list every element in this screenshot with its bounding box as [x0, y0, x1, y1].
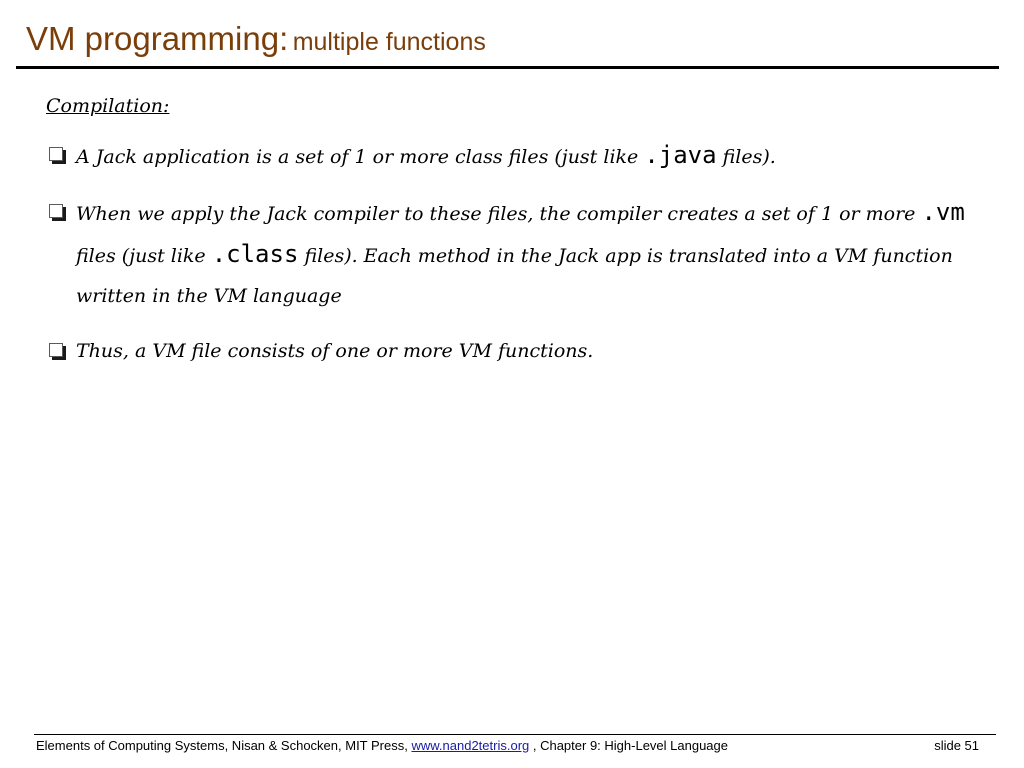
- footer-divider: [34, 734, 996, 735]
- title-main: VM programming:: [26, 20, 289, 57]
- bullet-text: A Jack application is a set of 1 or more class files (just like: [76, 146, 645, 168]
- title-divider: [16, 66, 999, 69]
- slide-content: [46, 92, 996, 386]
- code-vm: .vm: [921, 198, 965, 226]
- bullet-text: files).: [716, 146, 776, 168]
- slide-number: slide 51: [934, 738, 979, 753]
- code-class: .class: [211, 240, 299, 268]
- footer-text: , Chapter 9: High-Level Language: [529, 738, 728, 753]
- section-heading: Compilation:: [46, 95, 170, 117]
- slide-title: [26, 20, 486, 58]
- title-subtitle: multiple functions: [292, 28, 486, 56]
- bullet-item: [46, 331, 996, 371]
- bullet-item: [46, 192, 996, 316]
- bullet-text: files). Each method in the Jack app is translated into a VM function written in the VM language: [76, 245, 953, 307]
- bullet-text: files (just like: [76, 245, 212, 267]
- square-bullet-icon: [49, 204, 63, 218]
- bullet-text: Thus, a VM file consists of one or more VM functions.: [76, 340, 594, 362]
- square-bullet-icon: [49, 343, 63, 357]
- square-bullet-icon: [49, 147, 63, 161]
- footer-link[interactable]: www.nand2tetris.org: [411, 738, 530, 753]
- footer-text: Elements of Computing Systems, Nisan & Schocken, MIT Press,: [36, 738, 412, 753]
- bullet-item: [46, 135, 996, 177]
- code-java: .java: [644, 141, 717, 169]
- footer-citation: [36, 738, 728, 753]
- bullet-text: When we apply the Jack compiler to these files, the compiler creates a set of 1 or more: [76, 203, 922, 225]
